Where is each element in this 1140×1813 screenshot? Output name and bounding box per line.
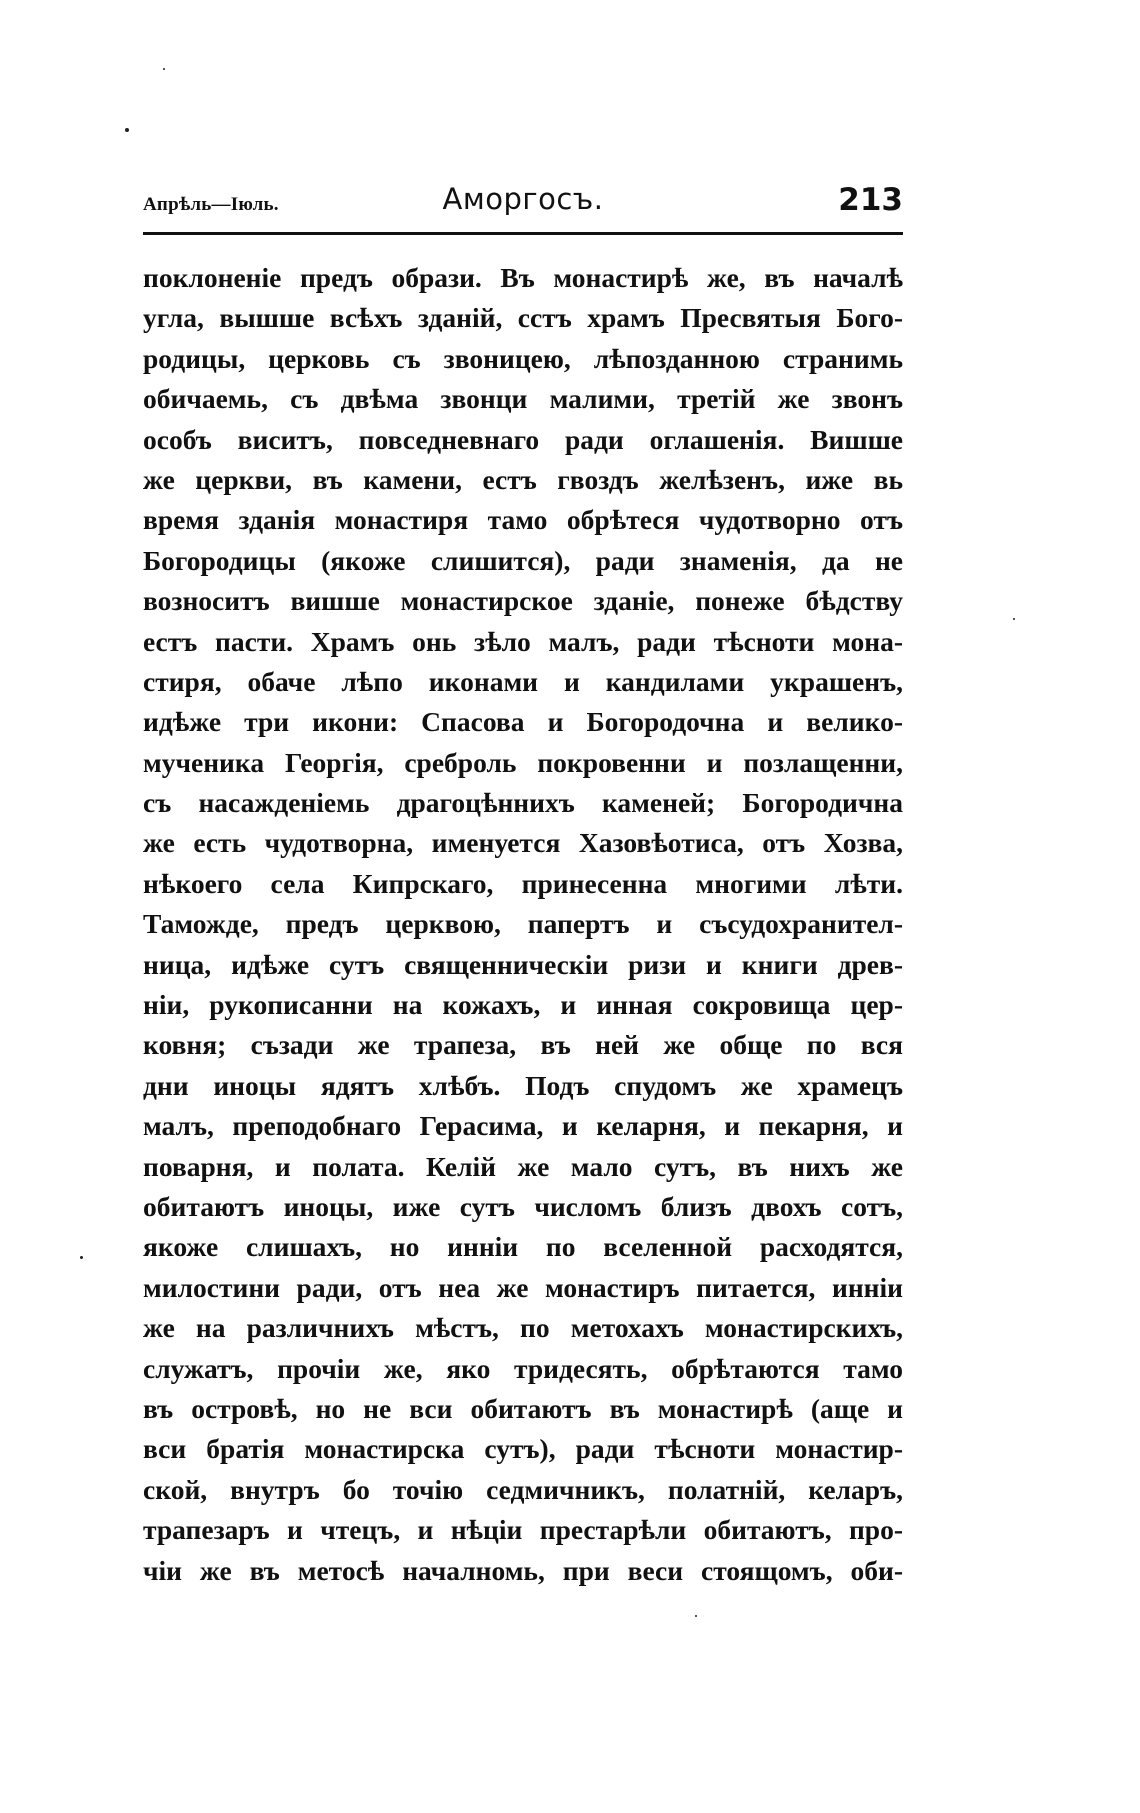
page-number: 213	[838, 182, 903, 218]
text-line: Богородицы (якоже слишится), ради знаменія, да не	[143, 544, 903, 576]
text-line: служатъ, прочіи же, яко тридесять, обрѣтаются тамо	[143, 1352, 903, 1384]
text-line: трапезаръ и чтецъ, и нѣціи престарѣли обитаютъ, про-	[143, 1514, 903, 1546]
text-line: же есть чудотворна, именуется Хазовѣотиса, отъ Хозва,	[143, 827, 903, 859]
text-line: съ насажденіемь драгоцѣнниxъ каменей; Богородична	[143, 787, 903, 819]
body-text	[143, 258, 903, 1591]
text-line: же на различнихъ мѣстъ, по метохахъ монастирскихъ,	[143, 1312, 903, 1344]
text-line: особъ виситъ, повседневнаго ради оглашенія. Вишше	[143, 423, 903, 455]
text-line: обитаютъ иноцы, иже сутъ числомъ близъ двохъ сотъ,	[143, 1190, 903, 1222]
text-line: ковня; съзади же трапеза, въ ней же обще по вся	[143, 1029, 903, 1061]
ink-speck	[163, 68, 165, 70]
ink-speck	[125, 128, 129, 132]
ink-speck	[1013, 618, 1015, 620]
text-line: малъ, преподобнаго Герасима, и келарня, и пекарня, и	[143, 1110, 903, 1142]
text-line: нѣкоего села Кипрскаго, принесенна многими лѣти.	[143, 867, 903, 899]
text-line: милостини ради, отъ неа же монастиръ питается, инніи	[143, 1271, 903, 1303]
text-line: родицы, церковь съ звоницею, лѣпозданною странимь	[143, 342, 903, 374]
text-line: угла, вышше всѣхъ зданій, сстъ храмъ Пресвятыя Бого-	[143, 302, 903, 334]
text-line: вси братія монастирска сутъ), ради тѣсноти монастир-	[143, 1433, 903, 1465]
header-rule	[143, 232, 903, 235]
text-line: мученика Георгія, среброль покровенни и позлащенни,	[143, 746, 903, 778]
text-line: Таможде, предъ церквою, папертъ и съсудохранител-	[143, 908, 903, 940]
running-head-title: Аморгосъ.	[442, 182, 604, 216]
text-line: ской, внутръ бо точію седмичникъ, полатній, келаръ,	[143, 1473, 903, 1505]
running-head	[143, 182, 903, 230]
text-line: обичаемь, съ двѣма звонци малими, третій же звонъ	[143, 383, 903, 415]
running-head-dates: Апрѣль—Іюль.	[143, 194, 279, 215]
text-line: дни иноцы ядятъ хлѣбъ. Подъ спудомъ же храмецъ	[143, 1069, 903, 1101]
text-line: ница, идѣже сутъ священническіи ризи и книги древ-	[143, 948, 903, 980]
text-line: стиря, обаче лѣпо иконами и кандилами украшенъ,	[143, 665, 903, 697]
text-line: возноситъ вишше монастирское зданіе, понеже бѣдству	[143, 585, 903, 617]
text-line: же церкви, въ камени, естъ гвоздъ желѣзенъ, иже вь	[143, 463, 903, 495]
text-line: ніи, рукописанни на кожахъ, и инная сокровища цер-	[143, 989, 903, 1021]
text-line: время зданія монастиря тамо обрѣтеся чудотворно отъ	[143, 504, 903, 536]
ink-speck	[695, 1615, 697, 1617]
text-line: поклоненіе предъ образи. Въ монастирѣ же, въ началѣ	[143, 262, 903, 293]
text-line: поварня, и полата. Келій же мало сутъ, въ нихъ же	[143, 1150, 903, 1182]
text-line: якоже слишахъ, но инніи по вселенной расходятся,	[143, 1231, 903, 1263]
text-line: чіи же въ метосѣ началномь, при веси стоящомъ, оби-	[143, 1554, 903, 1586]
ink-speck	[80, 1256, 83, 1259]
text-line: естъ пасти. Храмъ онь зѣло малъ, ради тѣсноти мона-	[143, 625, 903, 657]
text-line: идѣже три икони: Спасова и Богородочна и велико-	[143, 706, 903, 738]
text-line: въ островѣ, но не вси обитаютъ въ монастирѣ (аще и	[143, 1392, 903, 1424]
